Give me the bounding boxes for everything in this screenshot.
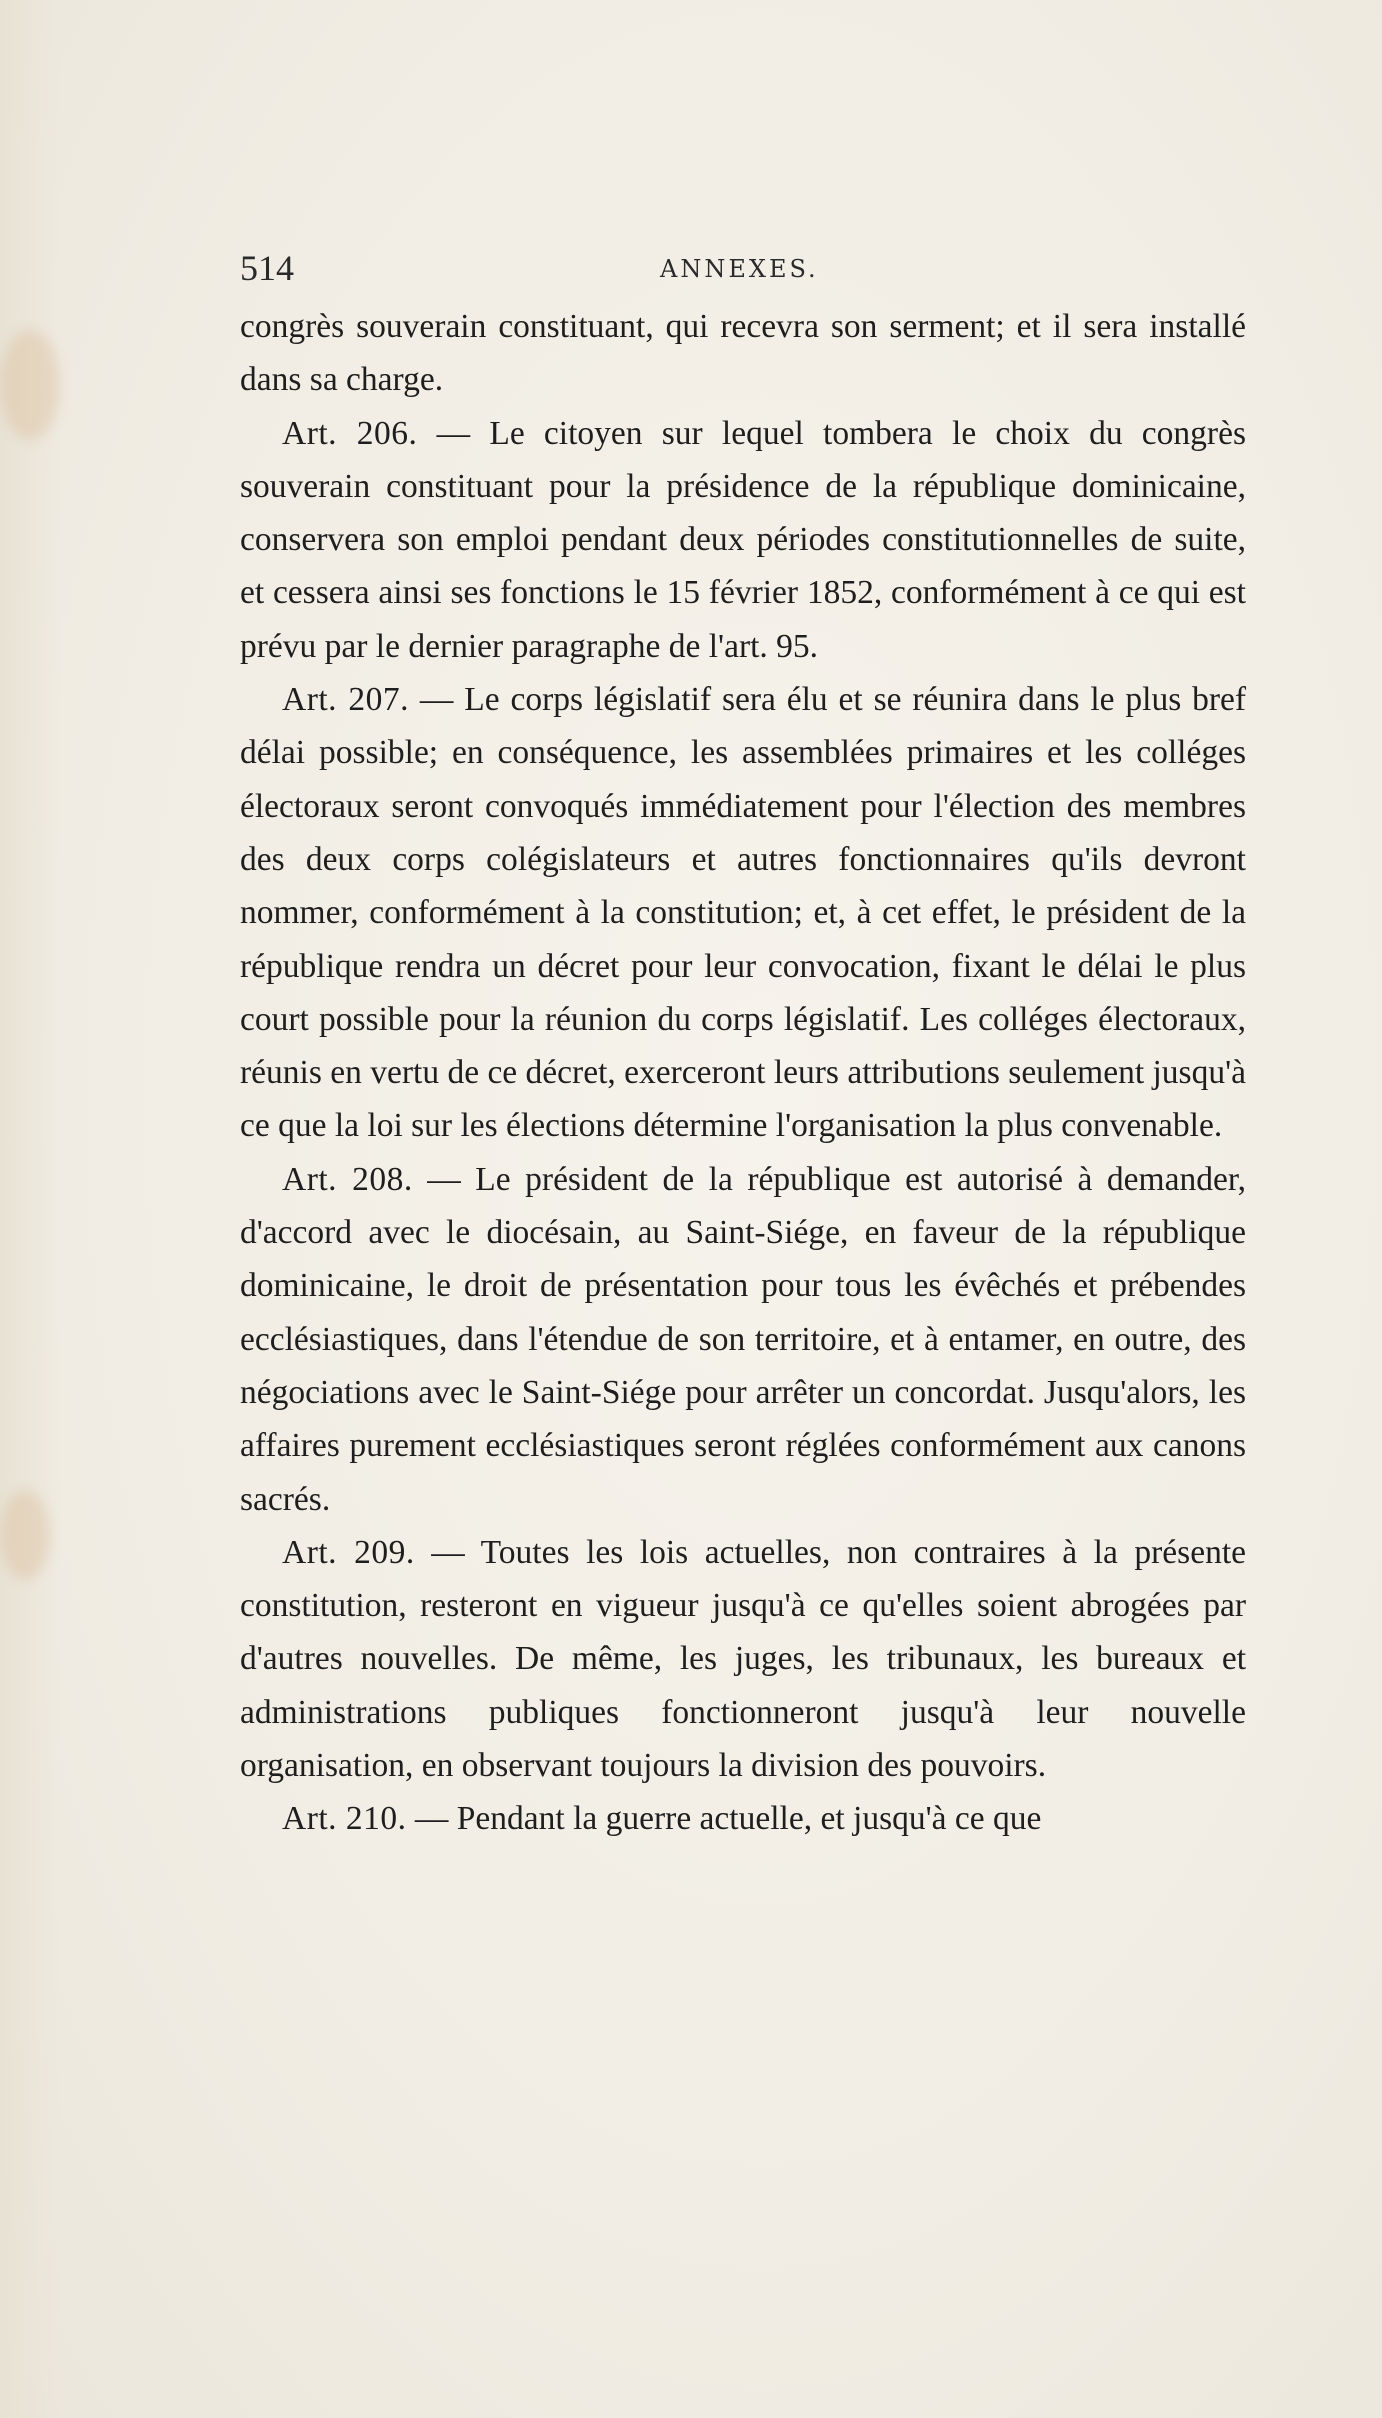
article-label: Art. 208. (282, 1160, 413, 1198)
running-head: ANNEXES. (660, 255, 819, 283)
article-text: — Le citoyen sur lequel tombera le choix du congrès souverain constituant pour la présidence de la république dominicaine, conservera son emploi pendant deux périodes constitutionnelles de suite, et cessera ainsi ses fonctions le 15 février 1852, conformément à ce qui est prévu par le dernier paragraphe de l'art. 95. (240, 414, 1246, 665)
page-header (240, 247, 1246, 287)
article-210 (240, 1792, 1246, 1845)
article-label: Art. 210. (282, 1800, 407, 1838)
paper-stain (0, 1490, 50, 1580)
article-text: — Pendant la guerre actuelle, et jusqu'à ce que (414, 1800, 1042, 1838)
article-209 (240, 1526, 1246, 1792)
article-208 (240, 1153, 1246, 1526)
article-text: — Toutes les lois actuelles, non contraires à la présente constitution, resteront en vigueur jusqu'à ce qu'elles soient abrogées par d'autres nouvelles. De même, les juges, les tribunaux, les bureaux et administrations publiques fonctionneront jusqu'à leur nouvelle organisation, en observant toujours la division des pouvoirs. (240, 1533, 1246, 1785)
article-label: Art. 209. (282, 1533, 415, 1571)
article-text: — Le président de la république est autorisé à demander, d'accord avec le diocésain, au Saint-Siége, en faveur de la république dominicaine, le droit de présentation pour tous les évêchés et prébendes ecclésiastiques, dans l'étendue de son territoire, et à entamer, en outre, des négociations avec le Saint-Siége pour arrêter un concordat. Jusqu'alors, les affaires purement ecclésiastiques seront réglées conformément aux canons sacrés. (240, 1160, 1247, 1518)
article-text: — Le corps législatif sera élu et se réunira dans le plus bref délai possible; en conséquence, les assemblées primaires et les colléges électoraux seront convoqués immédiatement pour l'élection des membres des deux corps colégislateurs et autres fonctionnaires qu'ils devront nommer, conformément à la constitution; et, à cet effet, le président de la république rendra un décret pour leur convocation, fixant le délai le plus court possible pour la réunion du corps législatif. Les colléges électoraux, réunis en vertu de ce décret, exerceront leurs attributions seulement jusqu'à ce que la loi sur les élections détermine l'organisation la plus convenable. (240, 681, 1247, 1145)
opening-paragraph: congrès souverain constituant, qui recevra son serment; et il sera installé dans sa charge. (240, 308, 1246, 399)
article-206 (240, 407, 1246, 673)
article-label: Art. 206. (282, 414, 418, 452)
body-text (240, 300, 1246, 1846)
paper-stain (0, 330, 60, 440)
article-207 (240, 673, 1246, 1153)
article-label: Art. 207. (282, 681, 410, 719)
page-number: 514 (240, 248, 294, 288)
